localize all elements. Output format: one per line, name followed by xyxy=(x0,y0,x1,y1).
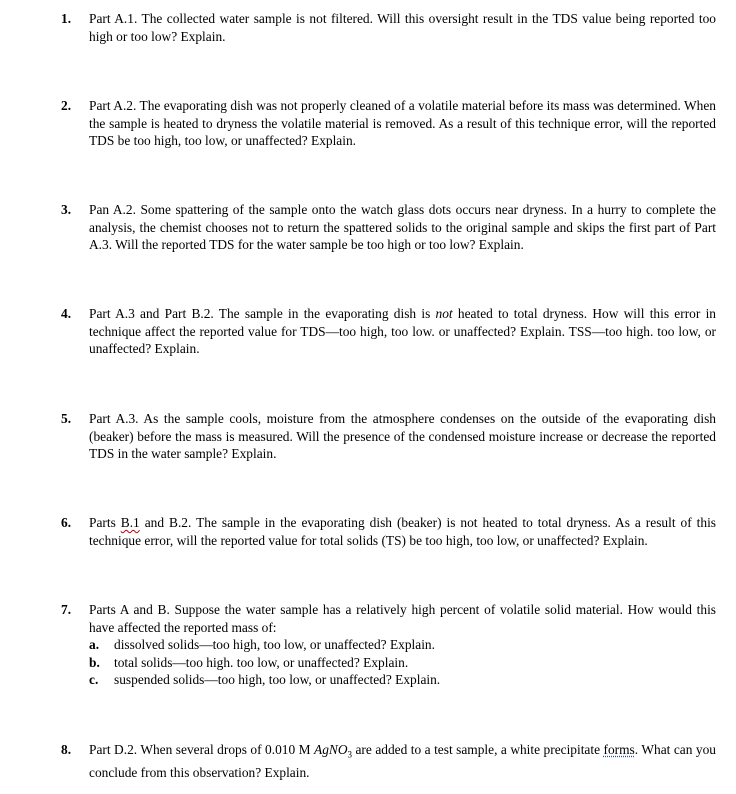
italic-emphasis: not xyxy=(435,306,453,321)
question-text: Part A.3. As the sample cools, moisture from the atmosphere condenses on the outside of the evaporating dish (beaker) before the mass is measured. Will the presence of the condensed moisture increase or decrease the reported TDS in the water sample? Explain. xyxy=(89,411,716,461)
question-text xyxy=(89,305,716,358)
sub-item-a xyxy=(89,636,716,654)
chemical-formula xyxy=(314,742,353,760)
question-number: 8. xyxy=(61,742,72,757)
text-segment: heated to total dryness. How will this error in technique affect the reported value for TDS—too high, too low. or unaffected? Explain. TSS—too high. too low, or unaffected? Explain. xyxy=(89,306,716,356)
question-text xyxy=(89,741,716,782)
question-number: 2. xyxy=(61,98,72,113)
question-8 xyxy=(61,741,716,782)
question-number: 3. xyxy=(61,202,72,217)
sub-item-text: dissolved solids—too high, too low, or unaffected? Explain. xyxy=(114,637,435,652)
question-1 xyxy=(61,10,716,45)
question-text: Pan A.2. Some spattering of the sample onto the watch glass dots occurs near dryness. In a hurry to complete the analysis, the chemist chooses not to return the spattered solids to the original sample and skips the first part of Part A.3. Will the reported TDS for the water sample be too high or too low? Explain. xyxy=(89,202,716,252)
spellcheck-flagged-word[interactable]: B.1 xyxy=(120,515,140,530)
text-segment: Part A.3 and Part B.2. The sample in the evaporating dish is xyxy=(89,306,436,321)
text-segment: are added to a test sample, a white precipitate xyxy=(352,742,604,757)
formula-subscript: 3 xyxy=(347,749,353,760)
question-number: 4. xyxy=(61,306,72,321)
question-text: Part A.2. The evaporating dish was not properly cleaned of a volatile material before its mass was determined. When the sample is heated to dryness the volatile material is removed. As a result of this technique error, will the reported TDS be too high, too low, or unaffected? Explain. xyxy=(89,98,716,148)
question-3 xyxy=(61,201,716,254)
question-4 xyxy=(61,305,716,358)
question-number: 7. xyxy=(61,602,72,617)
sub-item-letter: a. xyxy=(89,637,100,652)
text-segment: and B.2. The sample in the evaporating dish (beaker) is not heated to total dryness. As a result of this technique error, will the reported value for total solids (TS) be too high, too low, or unaffected? Explain. xyxy=(89,515,717,548)
grammar-flagged-word[interactable]: forms xyxy=(603,742,635,757)
text-segment: Part D.2. When several drops of 0.010 M xyxy=(89,742,315,757)
sub-item-letter: c. xyxy=(89,672,99,687)
question-text: Part A.1. The collected water sample is not filtered. Will this oversight result in the TDS value being reported too high or too low? Explain. xyxy=(89,11,716,44)
sub-item-text: total solids—too high. too low, or unaffected? Explain. xyxy=(114,654,409,670)
text-segment: . What can you conclude from this observation? Explain. xyxy=(89,742,716,781)
question-text xyxy=(89,514,716,549)
formula-main: AgNO xyxy=(314,742,348,757)
question-number: 5. xyxy=(61,411,72,426)
question-number: 6. xyxy=(61,515,72,530)
question-2 xyxy=(61,97,716,150)
text-segment: Parts xyxy=(89,515,121,530)
question-6 xyxy=(61,514,716,549)
sub-item-text: suspended solids—too high, too low, or unaffected? Explain. xyxy=(114,672,441,687)
question-5 xyxy=(61,410,716,463)
sub-item-letter: b. xyxy=(89,654,100,670)
question-text: Parts A and B. Suppose the water sample has a relatively high percent of volatile solid material. How would this have affected the reported mass of: xyxy=(89,602,716,635)
sub-item-c xyxy=(89,671,716,689)
question-7 xyxy=(61,601,716,689)
sub-item-b xyxy=(89,654,716,672)
question-number: 1. xyxy=(61,11,72,26)
